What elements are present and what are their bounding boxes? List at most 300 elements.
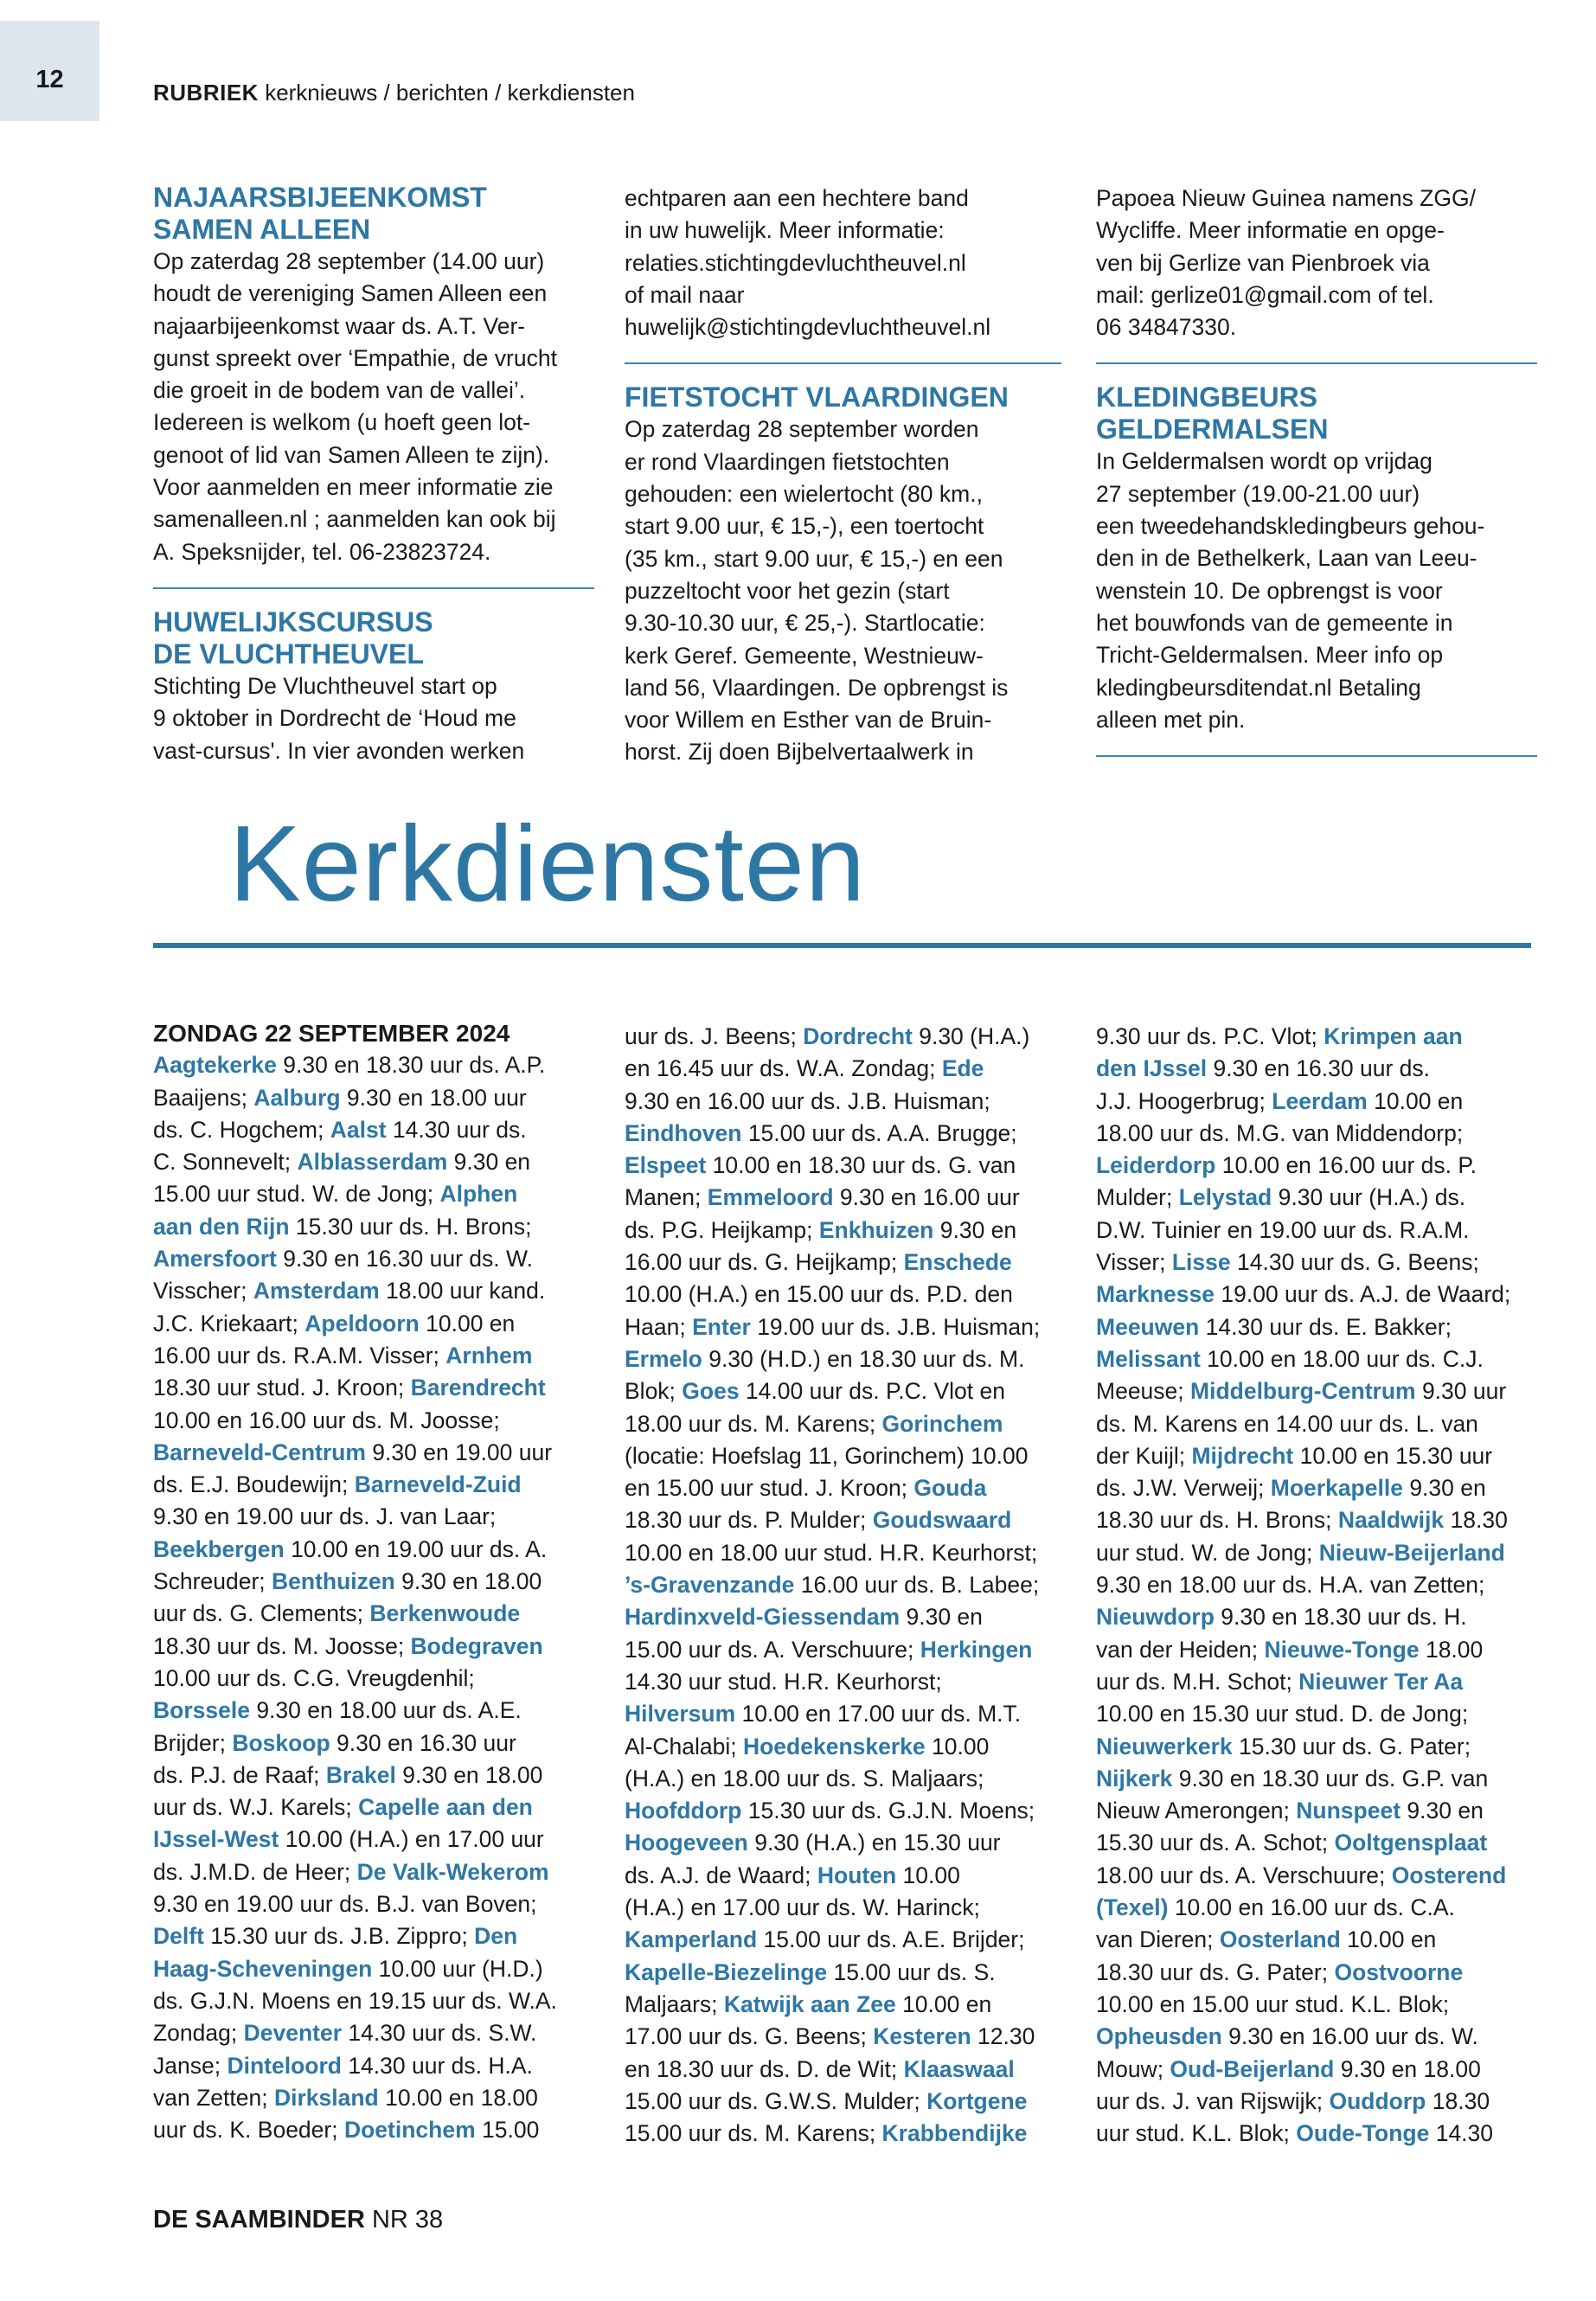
service-line — [153, 1340, 594, 1372]
service-line — [625, 1247, 1061, 1279]
place-name: Opheusden — [1096, 2023, 1222, 2050]
service-details: 18.00 uur ds. M. Karens; — [625, 1410, 882, 1437]
service-details: Haan; — [625, 1313, 693, 1340]
service-line — [625, 1504, 1061, 1536]
service-details: Meeuse; — [1096, 1378, 1191, 1405]
service-details: 15.30 uur ds. A. Schot; — [1096, 1830, 1335, 1856]
service-line — [153, 1985, 594, 2017]
rubriek-path: kerknieuws / berichten / kerkdiensten — [265, 80, 635, 106]
place-name: Katwijk aan Zee — [723, 1990, 896, 2017]
service-details: 9.30 en 19.00 uur ds. J. van Laar; — [153, 1503, 497, 1530]
service-details: 19.00 uur ds. A.J. de Waard; — [1215, 1281, 1511, 1308]
service-line — [1096, 1957, 1537, 1989]
service-line — [1096, 1698, 1537, 1730]
place-name: Nunspeet — [1296, 1798, 1401, 1824]
service-details: 14.30 uur ds. S.W. — [342, 2020, 537, 2047]
service-line — [1096, 1118, 1537, 1150]
service-line — [153, 1114, 594, 1146]
place-name: Nieuw-Beijerland — [1318, 1539, 1505, 1566]
service-details: 10.00 en 16.00 uur ds. M. Joosse; — [153, 1407, 500, 1433]
article-title: HUWELIJKSCURSUS DE VLUCHTHEUVEL — [153, 606, 433, 670]
service-line — [625, 2054, 1061, 2086]
place-name: Alphen — [439, 1181, 518, 1208]
service-details: 10.00 en 16.00 uur ds. P. — [1215, 1152, 1477, 1179]
service-line — [625, 1053, 1061, 1085]
place-name: Capelle aan den — [358, 1794, 533, 1821]
place-name: Hilversum — [625, 1701, 736, 1727]
service-line — [153, 1146, 594, 1178]
service-line — [153, 1566, 594, 1598]
article-title: NAJAARSBIJEENKOMST SAMEN ALLEEN — [153, 182, 487, 245]
service-details: 15.00 uur ds. G.W.S. Mulder; — [625, 2087, 927, 2114]
service-details: 15.00 uur ds. S. — [827, 1958, 996, 1985]
service-details: 15.00 uur ds. A. Verschuure; — [625, 1636, 920, 1663]
article-body-continued: Papoea Nieuw Guinea namens ZGG/ Wycliffe. Meer informatie en opge- ven bij Gerlize van Pienbroek via mail: gerlize01@gmail.com of tel. 06 34847330. — [1096, 185, 1476, 341]
service-details: 16.00 uur ds. G. Heijkamp; — [625, 1249, 904, 1276]
service-line — [1096, 2086, 1537, 2118]
place-name: Klaaswaal — [903, 2055, 1015, 2082]
service-line — [153, 1791, 594, 1823]
service-line — [1096, 1537, 1537, 1569]
service-details: ds. P.J. de Raaf; — [153, 1761, 326, 1788]
service-details: 16.00 uur ds. R.A.M. Visser; — [153, 1342, 446, 1368]
service-details: 10.00 — [925, 1733, 990, 1759]
service-line — [625, 1989, 1061, 2021]
service-details: J.C. Kriekaart; — [153, 1310, 305, 1336]
service-line — [625, 1021, 1061, 1053]
place-name: Meeuwen — [1096, 1313, 1200, 1340]
place-name: (Texel) — [1096, 1894, 1169, 1921]
service-line — [625, 1763, 1061, 1795]
service-line — [1096, 1763, 1537, 1795]
service-details: 10.00 — [896, 1862, 960, 1888]
place-name: Mijdrecht — [1191, 1442, 1294, 1469]
place-name: Nieuwe-Tonge — [1264, 1636, 1420, 1663]
article-title: FIETSTOCHT VLAARDINGEN — [625, 381, 1009, 413]
service-details: 10.00 en 18.00 — [378, 2084, 538, 2111]
service-line — [153, 1534, 594, 1566]
service-line — [153, 1663, 594, 1695]
article-divider — [1096, 755, 1537, 757]
service-line — [625, 1892, 1061, 1924]
place-name: Hoogeveen — [625, 1830, 748, 1856]
services-list — [625, 1021, 1061, 2150]
service-details: 10.00 en — [1340, 1926, 1437, 1953]
place-name: Enschede — [903, 1249, 1012, 1276]
service-details: 15.00 uur stud. W. de Jong; — [153, 1181, 440, 1208]
service-line — [1096, 1601, 1537, 1633]
service-details: ds. M. Karens en 14.00 uur ds. L. van — [1096, 1410, 1478, 1437]
service-line — [1096, 1924, 1537, 1956]
footer — [153, 2206, 443, 2234]
service-line — [153, 1211, 594, 1243]
service-line — [1096, 1795, 1537, 1827]
service-line — [1096, 1634, 1537, 1666]
article-fietstocht — [625, 381, 1061, 768]
place-name: Naaldwijk — [1337, 1507, 1445, 1534]
place-name: Melissant — [1096, 1345, 1201, 1372]
service-details: 16.00 uur ds. B. Labee; — [794, 1572, 1040, 1599]
place-name: Oosterend — [1391, 1862, 1507, 1888]
service-line — [1096, 1892, 1537, 1924]
service-details: 18.30 uur ds. P. Mulder; — [625, 1507, 873, 1534]
service-line — [625, 1634, 1061, 1666]
section-header — [153, 80, 635, 106]
service-line — [1096, 1021, 1537, 1053]
place-name: Ede — [941, 1055, 984, 1082]
service-details: 14.30 — [1429, 2120, 1494, 2147]
service-line — [153, 1501, 594, 1533]
service-details: Janse; — [153, 2052, 228, 2079]
service-line — [1096, 1343, 1537, 1375]
service-details: 9.30 en 16.30 uur — [330, 1729, 516, 1756]
service-details: 15.30 uur ds. J.B. Zippro; — [203, 1923, 475, 1950]
place-name: ’s-Gravenzande — [625, 1572, 795, 1599]
service-line — [625, 1215, 1061, 1247]
service-line — [1096, 1375, 1537, 1407]
place-name: Emmeloord — [707, 1184, 834, 1211]
service-details: 18.30 — [1444, 1507, 1508, 1534]
service-details: ds. P.G. Heijkamp; — [625, 1216, 819, 1243]
service-line — [625, 1408, 1061, 1440]
service-details: 18.30 uur ds. G. Pater; — [1096, 1958, 1335, 1985]
service-details: 14.30 uur ds. H.A. — [341, 2052, 533, 2079]
service-line — [1096, 1279, 1537, 1311]
place-name: Boskoop — [232, 1729, 330, 1756]
service-details: Blok; — [625, 1378, 683, 1405]
service-details: 10.00 en 18.30 uur ds. G. van — [706, 1152, 1016, 1179]
service-line — [1096, 1472, 1537, 1504]
place-name: Middelburg-Centrum — [1190, 1378, 1416, 1405]
place-name: Doetinchem — [343, 2117, 476, 2144]
place-name: Krimpen aan — [1324, 1023, 1463, 1049]
service-details: 14.30 uur ds. G. Beens; — [1230, 1249, 1479, 1276]
service-line — [625, 1343, 1061, 1375]
place-name: Aalburg — [253, 1084, 341, 1111]
service-details: uur ds. J. van Rijswijk; — [1096, 2087, 1330, 2114]
service-details: 10.00 en 16.00 uur ds. C.A. — [1168, 1894, 1455, 1921]
service-details: en 15.00 uur stud. J. Kroon; — [625, 1475, 914, 1502]
service-line — [625, 2021, 1061, 2053]
service-line — [153, 2114, 594, 2146]
place-name: Barneveld-Centrum — [153, 1439, 366, 1465]
service-details: 18.00 uur kand. — [379, 1278, 546, 1304]
service-line — [153, 1953, 594, 1985]
article-column-1 — [153, 182, 594, 767]
service-details: 9.30 en 16.00 uur ds. J.B. Huisman; — [625, 1087, 990, 1114]
service-details: 15.00 uur ds. A.A. Brugge; — [741, 1119, 1017, 1146]
place-name: Ooltgensplaat — [1334, 1830, 1488, 1856]
service-line — [153, 1405, 594, 1437]
service-details: Visser; — [1096, 1249, 1172, 1276]
service-details: 10.00 uur ds. C.G. Vreugdenhil; — [153, 1664, 475, 1691]
article-huwelijkscursus — [153, 606, 594, 767]
place-name: Marknesse — [1096, 1281, 1215, 1308]
place-name: Kesteren — [873, 2023, 971, 2050]
service-line — [1096, 1053, 1537, 1085]
service-details: van Zetten; — [153, 2084, 274, 2111]
service-details: 18.30 uur stud. J. Kroon; — [153, 1375, 411, 1401]
service-details: 9.30 en — [1401, 1798, 1484, 1824]
article-body: Stichting De Vluchtheuvel start op 9 oktober in Dordrecht de ‘Houd me vast-cursus'. In vier avonden werken — [153, 672, 525, 764]
service-line — [153, 1823, 594, 1856]
date-heading: ZONDAG 22 SEPTEMBER 2024 — [153, 1020, 510, 1047]
service-details: 9.30 en — [900, 1604, 983, 1631]
service-details: 10.00 en — [419, 1310, 516, 1336]
place-name: Nieuwerkerk — [1096, 1733, 1233, 1759]
service-details: uur ds. K. Boeder; — [153, 2117, 344, 2144]
service-line — [625, 1440, 1061, 1472]
section-rule — [153, 943, 1531, 948]
service-details: uur stud. K.L. Blok; — [1096, 2120, 1297, 2147]
place-name: Alblasserdam — [297, 1149, 448, 1176]
article-title: KLEDINGBEURS GELDERMALSEN — [1096, 381, 1329, 445]
service-line — [625, 1472, 1061, 1504]
service-details: 10.00 en — [895, 1990, 992, 2017]
service-details: ds. E.J. Boudewijn; — [153, 1471, 355, 1498]
service-line — [625, 1827, 1061, 1859]
place-name: Oostvoorne — [1334, 1958, 1464, 1985]
place-name: Oude-Tonge — [1296, 2120, 1430, 2147]
service-line — [153, 2050, 594, 2082]
service-details: 9.30 en 16.00 uur — [833, 1184, 1020, 1211]
article-divider — [625, 362, 1061, 364]
service-details: van Dieren; — [1096, 1926, 1220, 1953]
service-details: 10.00 en 19.00 uur ds. A. — [284, 1535, 548, 1562]
service-details: J.J. Hoogerbrug; — [1096, 1087, 1272, 1114]
place-name: Elspeet — [625, 1152, 707, 1179]
place-name: Borssele — [153, 1697, 250, 1724]
rubriek-label: RUBRIEK — [153, 80, 259, 106]
service-details: 9.30 (H.D.) en 18.30 uur ds. M. — [702, 1345, 1025, 1372]
place-name: Gorinchem — [881, 1410, 1003, 1437]
service-details: uur ds. W.J. Karels; — [153, 1794, 359, 1821]
service-line — [1096, 1311, 1537, 1343]
service-line — [153, 1759, 594, 1791]
service-line — [625, 1150, 1061, 1182]
service-details: 9.30 en 19.00 uur ds. B.J. van Boven; — [153, 1891, 537, 1918]
service-details: Manen; — [625, 1184, 708, 1211]
service-details: Mulder; — [1096, 1184, 1179, 1211]
service-line — [1096, 1569, 1537, 1601]
place-name: Goudswaard — [872, 1507, 1012, 1534]
place-name: Brakel — [325, 1761, 396, 1788]
article-column-2 — [625, 183, 1061, 769]
service-details: Mouw; — [1096, 2055, 1170, 2082]
service-details: 10.00 en — [1367, 1087, 1464, 1114]
service-details: 15.30 uur ds. H. Brons; — [289, 1213, 532, 1240]
service-details: uur stud. W. de Jong; — [1096, 1539, 1319, 1566]
place-name: Dinteloord — [227, 2052, 342, 2079]
place-name: Enkhuizen — [818, 1216, 934, 1243]
place-name: Kapelle-Biezelinge — [625, 1958, 828, 1985]
service-details: ds. C. Hogchem; — [153, 1116, 330, 1143]
place-name: Leiderdorp — [1096, 1152, 1216, 1179]
service-details: 10.00 (H.A.) en 17.00 uur — [279, 1826, 544, 1853]
service-details: 9.30 uur ds. P.C. Vlot; — [1096, 1023, 1324, 1049]
service-line — [153, 1437, 594, 1469]
article-body: Op zaterdag 28 september worden er rond Vlaardingen fietstochten gehouden: een wielertocht (80 km., start 9.00 uur, € 15,-), een toertocht (35 km., start 9.00 uur, € 15,-) en een puzzeltocht voor het gezin (start 9.30-10.30 uur, € 25,-). Startlocatie: kerk Geref. Gemeente, Westnieuw- land 56, Vlaardingen. De opbrengst is voor Willem en Esther van de Bruin- horst. Zij doen Bijbelvertaalwerk in — [625, 416, 1009, 766]
service-line — [625, 1118, 1061, 1150]
service-line — [1096, 1182, 1537, 1214]
place-name: Goes — [682, 1378, 740, 1405]
service-details: (locatie: Hoefslag 11, Gorinchem) 10.00 — [625, 1442, 1029, 1469]
place-name: Gouda — [913, 1475, 987, 1502]
place-name: Kortgene — [926, 2087, 1028, 2114]
service-details: Brijder; — [153, 1729, 233, 1756]
service-details: 9.30 en 18.30 uur ds. G.P. van — [1172, 1765, 1489, 1791]
service-line — [153, 1469, 594, 1501]
service-line — [1096, 1504, 1537, 1536]
service-details: uur ds. G. Clements; — [153, 1600, 370, 1627]
magazine-name: DE SAAMBINDER — [153, 2206, 365, 2234]
service-line — [1096, 2054, 1537, 2086]
place-name: Berkenwoude — [369, 1600, 521, 1627]
place-name: Kamperland — [625, 1926, 758, 1953]
service-line — [625, 1924, 1061, 1956]
article-body: In Geldermalsen wordt op vrijdag 27 september (19.00-21.00 uur) een tweedehandskledingbeurs gehou- den in de Bethelkerk, Laan van Leeu- wenstein 10. De opbrengst is voor het bouwfonds van de gemeente in Tricht-Geldermalsen. Meer info op kledingbeursditendat.nl Betaling alleen met pin. — [1096, 448, 1485, 733]
place-name: Krabbendijke — [881, 2120, 1028, 2147]
service-details: 10.00 en 15.30 uur — [1293, 1442, 1493, 1469]
service-line — [153, 2017, 594, 2049]
service-details: 18.30 uur ds. M. Joosse; — [153, 1632, 411, 1659]
service-line — [153, 1308, 594, 1340]
service-line — [153, 1178, 594, 1210]
service-line — [625, 1601, 1061, 1633]
services-column-2 — [625, 1021, 1061, 2150]
article-body: Op zaterdag 28 september (14.00 uur) houdt de vereniging Samen Alleen een najaarbijeenkomst waar ds. A.T. Ver- gunst spreekt over ‘Empathie, de vrucht die groeit in de bodem van de vallei’. Iedereen is welkom (u hoeft geen lot- genoot of lid van Samen Alleen te zijn). Voor aanmelden en meer informatie zie samenalleen.nl ; aanmelden kan ook bij A. Speksnijder, tel. 06-23823724. — [153, 248, 557, 565]
place-name: Hardinxveld-Giessendam — [625, 1604, 901, 1631]
service-details: 15.30 uur ds. G. Pater; — [1232, 1733, 1471, 1759]
service-line — [153, 1049, 594, 1081]
place-name: Hoofddorp — [625, 1798, 742, 1824]
service-details: 10.00 en 17.00 uur ds. M.T. — [735, 1701, 1022, 1727]
service-line — [153, 1695, 594, 1727]
place-name: Barendrecht — [410, 1375, 546, 1401]
service-line — [153, 1631, 594, 1663]
service-details: 9.30 en 18.00 uur ds. A.E. — [249, 1697, 522, 1724]
service-details: Baaijens; — [153, 1084, 254, 1111]
place-name: Houten — [817, 1862, 897, 1888]
service-line — [625, 1279, 1061, 1311]
place-name: Ermelo — [625, 1345, 702, 1372]
service-line — [1096, 1827, 1537, 1859]
service-details: 18.30 — [1426, 2087, 1490, 2114]
service-details: en 18.30 uur ds. D. de Wit; — [625, 2055, 904, 2082]
service-line — [153, 1082, 594, 1114]
place-name: Oud-Beijerland — [1170, 2055, 1335, 2082]
article-kledingbeurs — [1096, 381, 1537, 736]
service-details: 15.00 uur ds. A.E. Brijder; — [757, 1926, 1025, 1953]
service-line — [625, 2086, 1061, 2118]
service-line — [1096, 1989, 1537, 2021]
place-name: Dirksland — [273, 2084, 379, 2111]
service-line — [1096, 1860, 1537, 1892]
service-line — [625, 1086, 1061, 1118]
service-details: 9.30 en 18.30 uur ds. H. — [1214, 1604, 1467, 1631]
service-line — [625, 1375, 1061, 1407]
place-name: Nieuwdorp — [1096, 1604, 1215, 1631]
service-line — [625, 1957, 1061, 1989]
place-name: Oosterland — [1219, 1926, 1341, 1953]
place-name: Dordrecht — [803, 1023, 913, 1049]
service-line — [1096, 1666, 1537, 1698]
service-details: uur ds. J. Beens; — [625, 1023, 804, 1049]
section-title: Kerkdiensten — [229, 804, 866, 924]
service-details: Maljaars; — [625, 1990, 724, 2017]
place-name: Nijkerk — [1096, 1765, 1173, 1791]
place-name: Haag-Scheveningen — [153, 1955, 373, 1982]
place-name: Ouddorp — [1329, 2087, 1426, 2114]
service-details: 15.00 uur ds. M. Karens; — [625, 2120, 882, 2147]
services-list — [1096, 1021, 1537, 2150]
service-details: Al-Chalabi; — [625, 1733, 743, 1759]
place-name: Delft — [153, 1923, 204, 1950]
place-name: Nieuwer Ter Aa — [1298, 1668, 1464, 1695]
service-details: 9.30 uur — [1415, 1378, 1507, 1405]
place-name: Arnhem — [445, 1342, 533, 1368]
service-line — [153, 1888, 594, 1920]
service-details: 10.00 en 18.00 uur ds. C.J. — [1200, 1345, 1484, 1372]
place-name: Herkingen — [920, 1636, 1033, 1663]
service-details: 14.00 uur ds. P.C. Vlot en — [739, 1378, 1005, 1405]
service-details: ds. J.M.D. de Heer; — [153, 1858, 357, 1885]
service-details: (H.A.) en 17.00 uur ds. W. Harinck; — [625, 1894, 980, 1921]
place-name: Moerkapelle — [1270, 1475, 1403, 1502]
place-name: Bodegraven — [410, 1632, 543, 1659]
service-details: 10.00 en 15.00 uur stud. K.L. Blok; — [1096, 1990, 1450, 2017]
service-details: der Kuijl; — [1096, 1442, 1192, 1469]
services-column-3 — [1096, 1021, 1537, 2150]
service-details: 14.30 uur ds. E. Bakker; — [1199, 1313, 1452, 1340]
service-details: 9.30 uur (H.A.) ds. — [1272, 1184, 1466, 1211]
service-details: 9.30 en — [447, 1149, 531, 1176]
service-line — [625, 1666, 1061, 1698]
place-name: Eindhoven — [625, 1119, 742, 1146]
service-details: en 16.45 uur ds. W.A. Zondag; — [625, 1055, 942, 1082]
service-details: (H.A.) en 18.00 uur ds. S. Maljaars; — [625, 1765, 984, 1791]
service-details: uur ds. M.H. Schot; — [1096, 1668, 1299, 1695]
service-details: 9.30 (H.A.) en 15.30 uur — [747, 1830, 1001, 1856]
place-name: Amersfoort — [153, 1246, 277, 1272]
service-line — [153, 2082, 594, 2114]
article-divider — [1096, 362, 1537, 364]
service-details: 14.30 uur ds. — [386, 1116, 527, 1143]
service-details: 17.00 uur ds. G. Beens; — [625, 2023, 874, 2050]
service-line — [1096, 1440, 1537, 1472]
services-column-1 — [153, 1017, 594, 2146]
service-line — [1096, 1247, 1537, 1279]
place-name: Lelystad — [1178, 1184, 1272, 1211]
service-line — [153, 1856, 594, 1888]
service-details: 10.00 en 15.30 uur stud. D. de Jong; — [1096, 1701, 1469, 1727]
service-details: 19.00 uur ds. J.B. Huisman; — [750, 1313, 1041, 1340]
service-line — [1096, 1086, 1537, 1118]
page-number: 12 — [35, 66, 64, 93]
service-line — [1096, 1408, 1537, 1440]
place-name: Den — [474, 1923, 518, 1950]
service-details: 10.00 en 18.00 uur stud. H.R. Keurhorst; — [625, 1539, 1038, 1566]
service-details: 12.30 — [971, 2023, 1035, 2050]
place-name: Aagtekerke — [153, 1052, 277, 1079]
service-details: 18.00 uur ds. M.G. van Middendorp; — [1096, 1119, 1464, 1146]
article-column-3 — [1096, 183, 1537, 774]
service-line — [625, 1860, 1061, 1892]
service-line — [1096, 1731, 1537, 1763]
service-details: 9.30 en 16.00 uur ds. W. — [1221, 2023, 1478, 2050]
service-line — [1096, 2021, 1537, 2053]
place-name: Amsterdam — [253, 1278, 380, 1304]
